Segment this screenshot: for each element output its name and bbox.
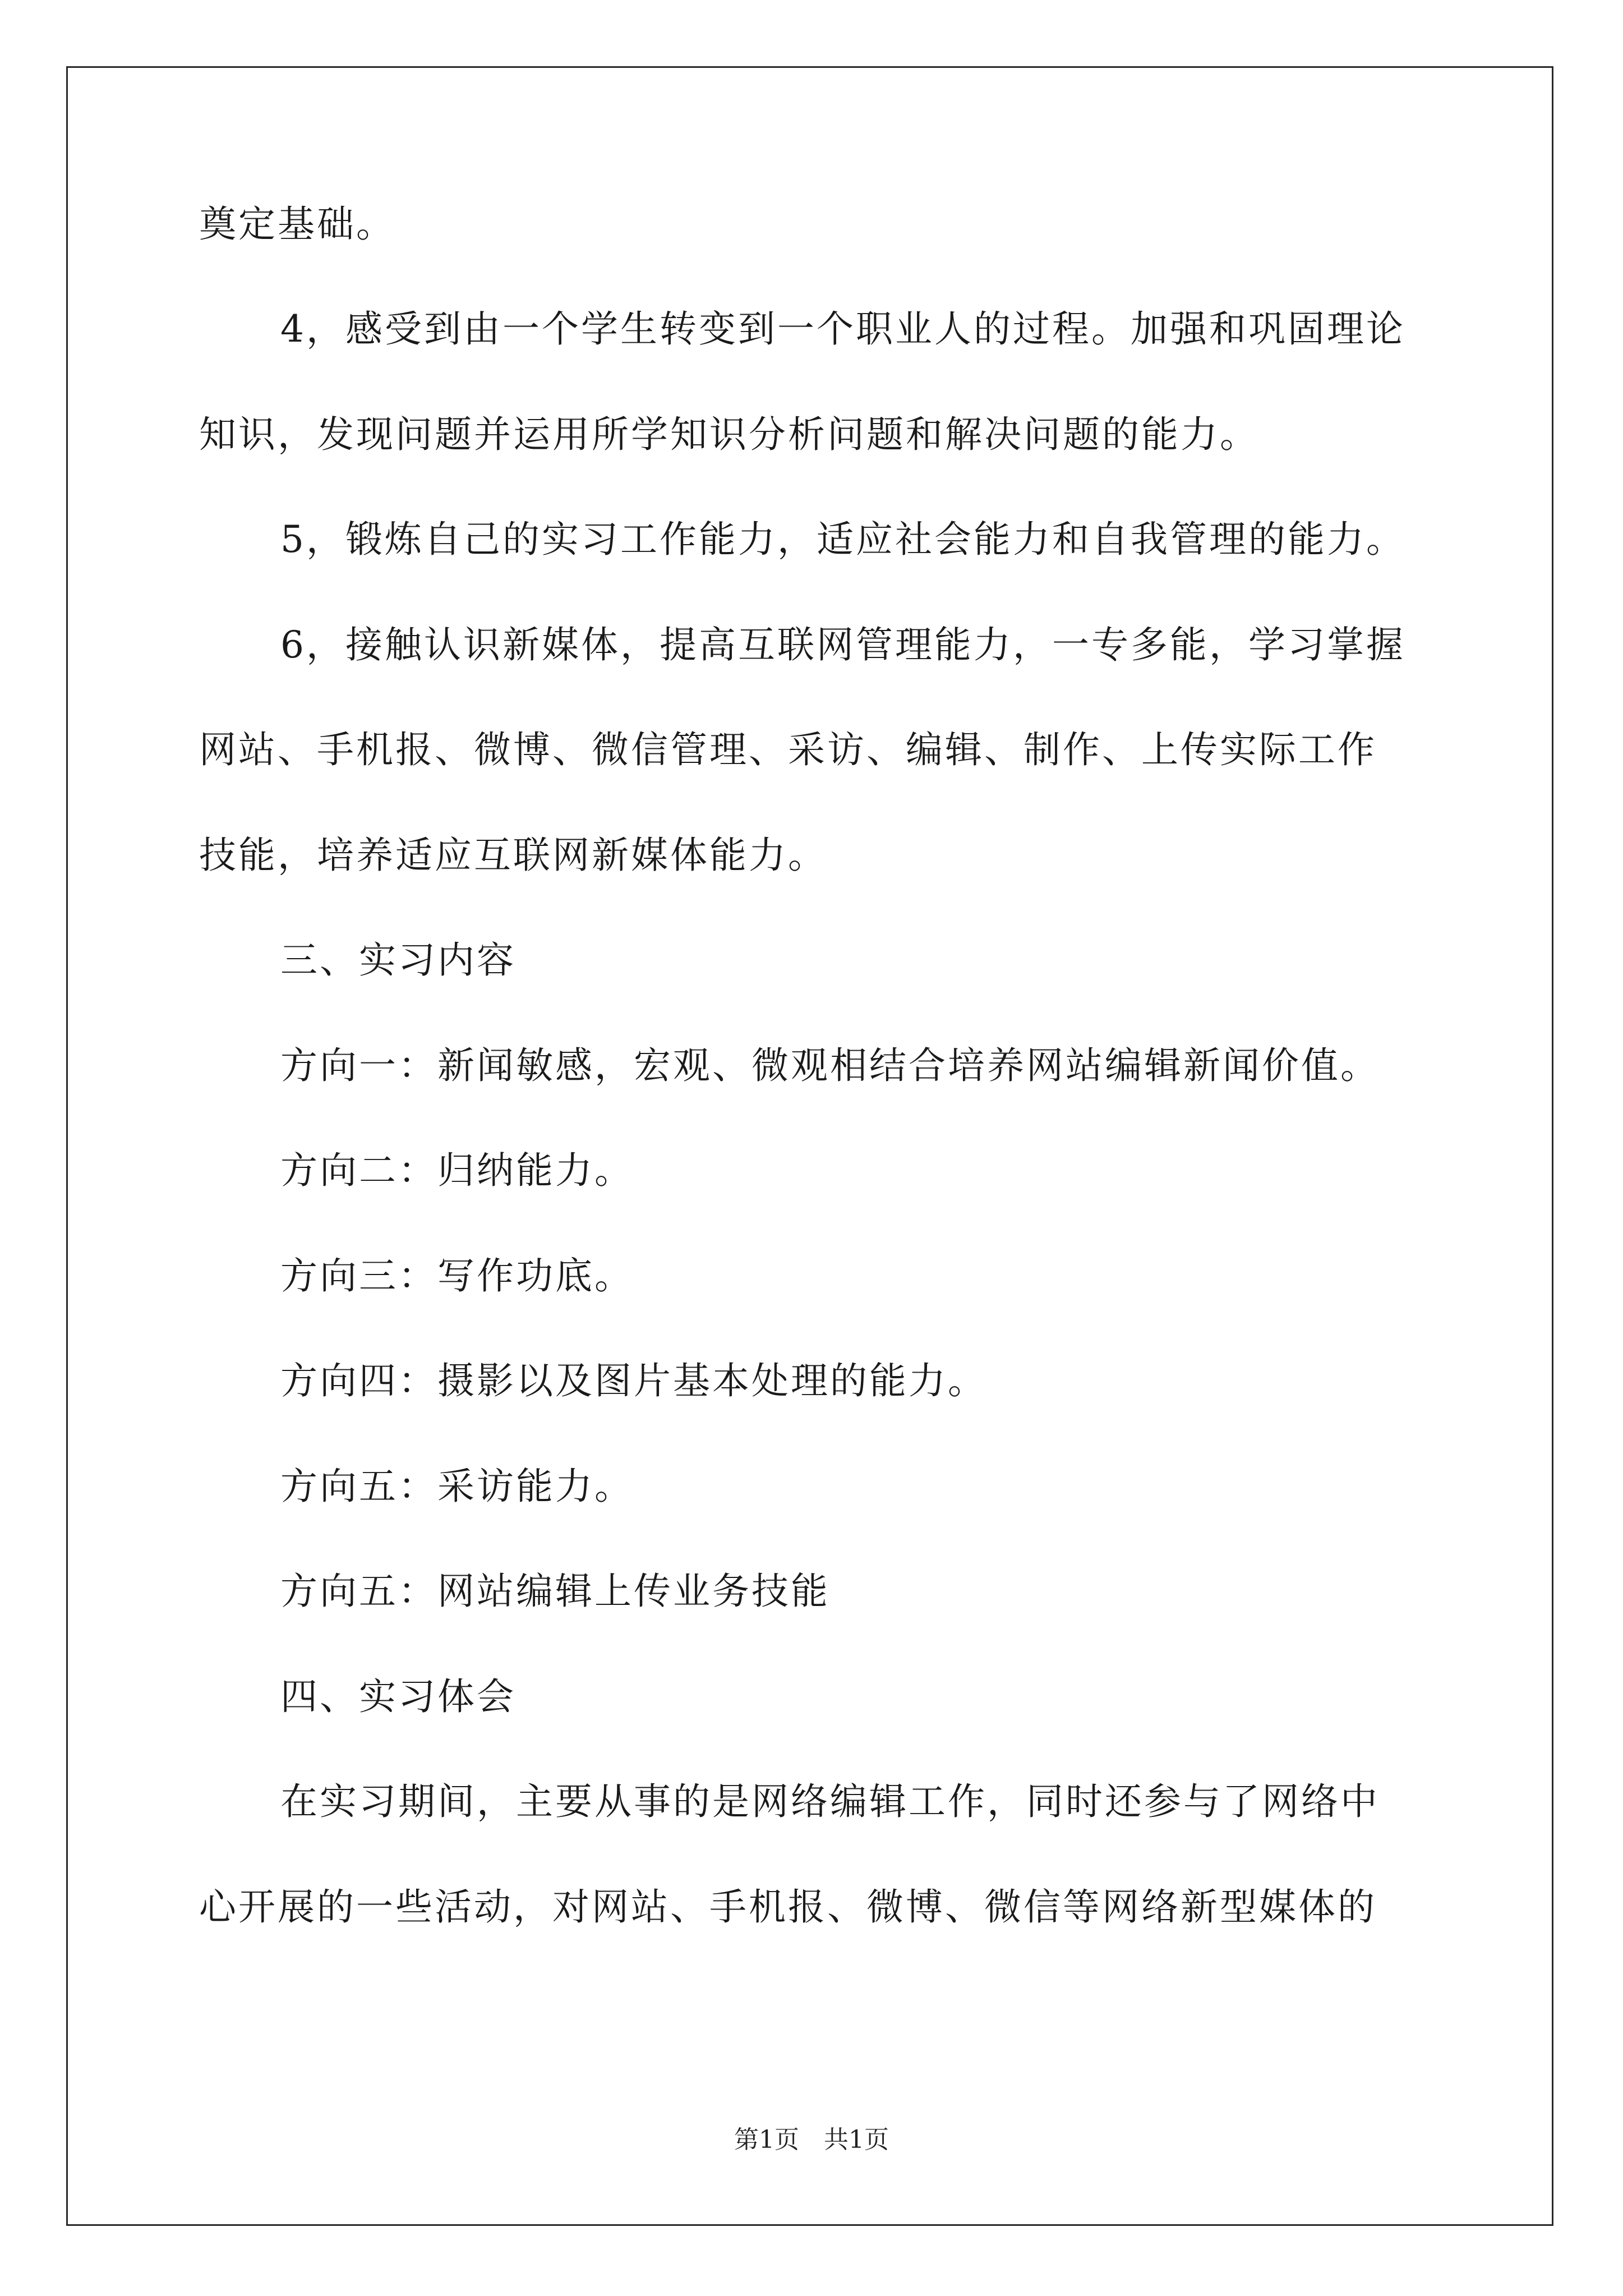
page-number-footer: 第1页 共1页 bbox=[734, 2125, 889, 2154]
text-line: 心开展的一些活动，对网站、手机报、微博、微信等网络新型媒体的 bbox=[199, 1885, 1377, 1929]
text-line: 网站、手机报、微博、微信管理、采访、编辑、制作、上传实际工作 bbox=[199, 728, 1377, 771]
text-line: 技能，培养适应互联网新媒体能力。 bbox=[199, 834, 827, 877]
text-line: 方向四：摄影以及图片基本处理的能力。 bbox=[280, 1359, 987, 1402]
text-line: 4，感受到由一个学生转变到一个职业人的过程。加强和巩固理论 bbox=[280, 307, 1405, 351]
text-line: 知识，发现问题并运用所学知识分析问题和解决问题的能力。 bbox=[199, 413, 1259, 456]
text-line: 奠定基础。 bbox=[199, 203, 395, 246]
text-line: 在实习期间，主要从事的是网络编辑工作，同时还参与了网络中 bbox=[280, 1780, 1380, 1823]
text-line: 方向三：写作功底。 bbox=[280, 1254, 634, 1297]
text-line: 方向五：采访能力。 bbox=[280, 1465, 634, 1508]
text-line: 方向一：新闻敏感，宏观、微观相结合培养网站编辑新闻价值。 bbox=[280, 1044, 1380, 1087]
text-line: 方向五：网站编辑上传业务技能 bbox=[280, 1570, 830, 1613]
text-line: 方向二：归纳能力。 bbox=[280, 1149, 634, 1192]
section-heading: 三、实习内容 bbox=[280, 938, 516, 982]
section-heading: 四、实习体会 bbox=[280, 1675, 516, 1718]
text-line: 6，接触认识新媒体，提高互联网管理能力，一专多能，学习掌握 bbox=[280, 623, 1405, 666]
text-line: 5，锻炼自己的实习工作能力，适应社会能力和自我管理的能力。 bbox=[280, 518, 1405, 561]
